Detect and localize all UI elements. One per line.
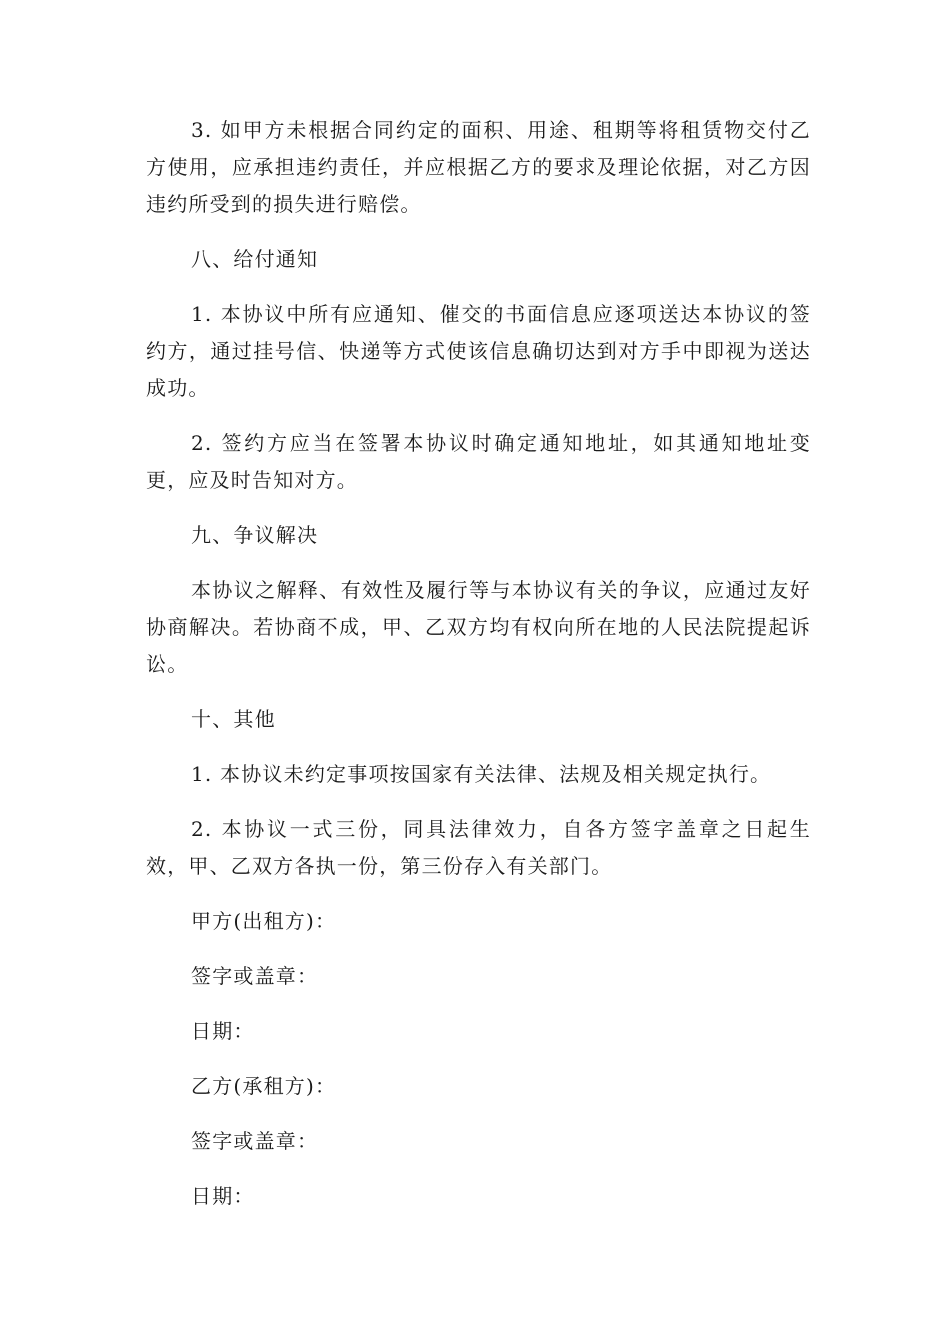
signature-block — [146, 903, 811, 1215]
section-heading-10: 十、其他 — [191, 707, 276, 731]
clause-8-2: 2. 签约方应当在签署本协议时确定通知地址，如其通知地址变更，应及时告知对方。 — [146, 431, 811, 492]
party-b-label: 乙方(承租方)： — [191, 1074, 337, 1098]
clause-8-1: 1. 本协议中所有应通知、催交的书面信息应逐项送达本协议的签约方，通过挂号信、快递等方式使该信息确切达到对方手中即视为送达成功。 — [146, 302, 811, 400]
section-heading-8: 八、给付通知 — [191, 247, 319, 271]
party-a-signature-line: 签字或盖章： — [191, 964, 319, 988]
clause-10-1: 1. 本协议未约定事项按国家有关法律、法规及相关规定执行。 — [191, 762, 772, 786]
party-b-signature-line: 签字或盖章： — [191, 1129, 319, 1153]
clause-9-body: 本协议之解释、有效性及履行等与本协议有关的争议，应通过友好协商解决。若协商不成，甲、乙双方均有权向所在地的人民法院提起诉讼。 — [146, 578, 811, 676]
section-heading-9: 九、争议解决 — [191, 523, 319, 547]
party-b-date-line: 日期： — [191, 1184, 255, 1208]
party-a-label: 甲方(出租方)： — [191, 909, 337, 933]
document-page — [146, 112, 811, 1233]
clause-7-3: 3. 如甲方未根据合同约定的面积、用途、租期等将租赁物交付乙方使用，应承担违约责任，并应根据乙方的要求及理论依据，对乙方因违约所受到的损失进行赔偿。 — [146, 118, 811, 216]
clause-10-2: 2. 本协议一式三份，同具法律效力，自各方签字盖章之日起生效，甲、乙双方各执一份，第三份存入有关部门。 — [146, 817, 811, 878]
party-a-date-line: 日期： — [191, 1019, 255, 1043]
